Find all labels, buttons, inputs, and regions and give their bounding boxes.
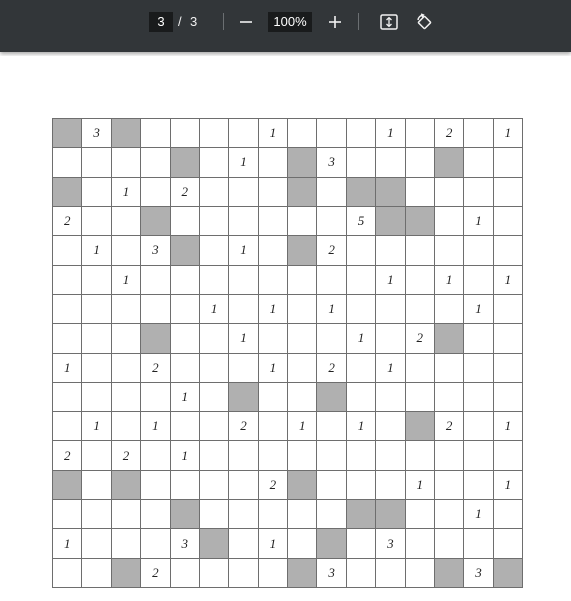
empty-cell xyxy=(200,471,229,500)
shaded-cell xyxy=(171,148,200,177)
shaded-cell xyxy=(406,207,435,236)
empty-cell xyxy=(435,500,464,529)
empty-cell xyxy=(376,471,405,500)
empty-cell xyxy=(464,266,493,295)
fit-to-page-button[interactable] xyxy=(377,10,401,34)
clue-cell: 1 xyxy=(259,354,288,383)
clue-cell: 1 xyxy=(112,178,141,207)
empty-cell xyxy=(494,500,523,529)
clue-cell: 2 xyxy=(53,207,82,236)
shaded-cell xyxy=(376,500,405,529)
empty-cell xyxy=(229,295,258,324)
empty-cell xyxy=(376,412,405,441)
empty-cell xyxy=(406,295,435,324)
shaded-cell xyxy=(435,148,464,177)
empty-cell xyxy=(317,207,346,236)
clue-cell: 3 xyxy=(141,236,170,265)
empty-cell xyxy=(347,148,376,177)
empty-cell xyxy=(53,383,82,412)
total-pages-label: 3 xyxy=(190,14,198,29)
empty-cell xyxy=(376,236,405,265)
empty-cell xyxy=(171,354,200,383)
empty-cell xyxy=(494,383,523,412)
empty-cell xyxy=(406,266,435,295)
empty-cell xyxy=(288,500,317,529)
empty-cell xyxy=(141,266,170,295)
clue-cell: 1 xyxy=(464,207,493,236)
empty-cell xyxy=(112,324,141,353)
empty-cell xyxy=(464,529,493,558)
empty-cell xyxy=(288,207,317,236)
empty-cell xyxy=(376,383,405,412)
empty-cell xyxy=(200,500,229,529)
empty-cell xyxy=(171,324,200,353)
clue-cell: 5 xyxy=(347,207,376,236)
empty-cell xyxy=(82,207,111,236)
empty-cell xyxy=(317,412,346,441)
clue-cell: 1 xyxy=(376,266,405,295)
empty-cell xyxy=(229,266,258,295)
shaded-cell xyxy=(435,559,464,588)
empty-cell xyxy=(406,529,435,558)
empty-cell xyxy=(494,324,523,353)
clue-cell: 1 xyxy=(112,266,141,295)
empty-cell xyxy=(112,383,141,412)
empty-cell xyxy=(141,471,170,500)
shaded-cell xyxy=(141,207,170,236)
shaded-cell xyxy=(200,529,229,558)
empty-cell xyxy=(229,441,258,470)
empty-cell xyxy=(406,559,435,588)
empty-cell xyxy=(141,500,170,529)
empty-cell xyxy=(171,559,200,588)
empty-cell xyxy=(464,236,493,265)
empty-cell xyxy=(406,148,435,177)
clue-cell: 1 xyxy=(53,529,82,558)
empty-cell xyxy=(406,119,435,148)
empty-cell xyxy=(82,324,111,353)
empty-cell xyxy=(53,148,82,177)
shaded-cell xyxy=(53,178,82,207)
empty-cell xyxy=(347,529,376,558)
clue-cell: 2 xyxy=(53,441,82,470)
clue-cell: 3 xyxy=(317,148,346,177)
clue-cell: 1 xyxy=(406,471,435,500)
shaded-cell xyxy=(376,207,405,236)
empty-cell xyxy=(259,412,288,441)
empty-cell xyxy=(288,529,317,558)
empty-cell xyxy=(259,236,288,265)
clue-cell: 1 xyxy=(464,295,493,324)
empty-cell xyxy=(317,500,346,529)
empty-cell xyxy=(259,559,288,588)
empty-cell xyxy=(82,500,111,529)
clue-cell: 1 xyxy=(53,354,82,383)
empty-cell xyxy=(406,383,435,412)
empty-cell xyxy=(200,207,229,236)
empty-cell xyxy=(53,295,82,324)
empty-cell xyxy=(464,354,493,383)
empty-cell xyxy=(464,471,493,500)
empty-cell xyxy=(229,500,258,529)
empty-cell xyxy=(288,324,317,353)
empty-cell xyxy=(53,559,82,588)
empty-cell xyxy=(347,559,376,588)
empty-cell xyxy=(200,236,229,265)
empty-cell xyxy=(82,266,111,295)
clue-cell: 1 xyxy=(259,529,288,558)
clue-cell: 2 xyxy=(141,354,170,383)
empty-cell xyxy=(317,119,346,148)
clue-cell: 2 xyxy=(406,324,435,353)
empty-cell xyxy=(259,207,288,236)
shaded-cell xyxy=(288,236,317,265)
shaded-cell xyxy=(229,383,258,412)
clue-cell: 2 xyxy=(259,471,288,500)
empty-cell xyxy=(112,354,141,383)
empty-cell xyxy=(53,324,82,353)
shaded-cell xyxy=(171,500,200,529)
toolbar-divider xyxy=(358,13,359,30)
clue-cell: 1 xyxy=(317,295,346,324)
empty-cell xyxy=(406,178,435,207)
clue-cell: 1 xyxy=(494,266,523,295)
empty-cell xyxy=(82,471,111,500)
clue-cell: 1 xyxy=(464,500,493,529)
empty-cell xyxy=(494,354,523,383)
empty-cell xyxy=(171,471,200,500)
rotate-icon xyxy=(415,13,433,31)
rotate-button[interactable] xyxy=(412,10,436,34)
clue-cell: 1 xyxy=(494,412,523,441)
empty-cell xyxy=(171,295,200,324)
empty-cell xyxy=(171,119,200,148)
empty-cell xyxy=(494,178,523,207)
empty-cell xyxy=(288,383,317,412)
clue-cell: 2 xyxy=(229,412,258,441)
empty-cell xyxy=(259,266,288,295)
empty-cell xyxy=(112,529,141,558)
clue-cell: 2 xyxy=(435,412,464,441)
empty-cell xyxy=(259,383,288,412)
empty-cell xyxy=(200,383,229,412)
pdf-toolbar xyxy=(0,0,571,52)
empty-cell xyxy=(494,441,523,470)
empty-cell xyxy=(494,148,523,177)
empty-cell xyxy=(376,295,405,324)
empty-cell xyxy=(406,236,435,265)
empty-cell xyxy=(171,412,200,441)
empty-cell xyxy=(406,441,435,470)
clue-cell: 1 xyxy=(229,148,258,177)
empty-cell xyxy=(200,119,229,148)
clue-cell: 3 xyxy=(464,559,493,588)
clue-cell: 3 xyxy=(171,529,200,558)
shaded-cell xyxy=(317,529,346,558)
clue-cell: 2 xyxy=(141,559,170,588)
empty-cell xyxy=(200,266,229,295)
empty-cell xyxy=(494,295,523,324)
empty-cell xyxy=(494,236,523,265)
shaded-cell xyxy=(112,119,141,148)
fit-page-icon xyxy=(380,14,398,30)
clue-cell: 1 xyxy=(171,383,200,412)
empty-cell xyxy=(347,236,376,265)
empty-cell xyxy=(464,441,493,470)
empty-cell xyxy=(435,354,464,383)
empty-cell xyxy=(112,412,141,441)
empty-cell xyxy=(317,441,346,470)
clue-cell: 1 xyxy=(494,471,523,500)
empty-cell xyxy=(200,412,229,441)
empty-cell xyxy=(464,178,493,207)
empty-cell xyxy=(435,178,464,207)
empty-cell xyxy=(229,471,258,500)
empty-cell xyxy=(82,178,111,207)
empty-cell xyxy=(229,119,258,148)
empty-cell xyxy=(259,148,288,177)
plus-icon xyxy=(328,15,342,29)
empty-cell xyxy=(464,119,493,148)
empty-cell xyxy=(200,148,229,177)
empty-cell xyxy=(53,236,82,265)
shaded-cell xyxy=(53,119,82,148)
empty-cell xyxy=(435,441,464,470)
shaded-cell xyxy=(141,324,170,353)
clue-cell: 1 xyxy=(141,412,170,441)
clue-cell: 2 xyxy=(435,119,464,148)
empty-cell xyxy=(288,295,317,324)
empty-cell xyxy=(464,412,493,441)
shaded-cell xyxy=(288,559,317,588)
empty-cell xyxy=(317,178,346,207)
empty-cell xyxy=(200,324,229,353)
clue-cell: 1 xyxy=(347,324,376,353)
clue-cell: 2 xyxy=(112,441,141,470)
clue-cell: 2 xyxy=(317,354,346,383)
clue-cell: 1 xyxy=(229,324,258,353)
empty-cell xyxy=(435,236,464,265)
empty-cell xyxy=(435,383,464,412)
empty-cell xyxy=(141,295,170,324)
clue-cell: 3 xyxy=(82,119,111,148)
clue-cell: 2 xyxy=(171,178,200,207)
empty-cell xyxy=(82,295,111,324)
empty-cell xyxy=(200,178,229,207)
empty-cell xyxy=(435,471,464,500)
shaded-cell xyxy=(171,236,200,265)
clue-cell: 2 xyxy=(317,236,346,265)
shaded-cell xyxy=(288,148,317,177)
empty-cell xyxy=(464,148,493,177)
shaded-cell xyxy=(347,500,376,529)
empty-cell xyxy=(200,354,229,383)
shaded-cell xyxy=(112,559,141,588)
empty-cell xyxy=(406,500,435,529)
empty-cell xyxy=(82,441,111,470)
empty-cell xyxy=(82,383,111,412)
empty-cell xyxy=(494,529,523,558)
empty-cell xyxy=(376,148,405,177)
clue-cell: 1 xyxy=(347,412,376,441)
empty-cell xyxy=(435,207,464,236)
empty-cell xyxy=(112,500,141,529)
empty-cell xyxy=(347,266,376,295)
empty-cell xyxy=(53,412,82,441)
empty-cell xyxy=(347,441,376,470)
zoom-in-button[interactable] xyxy=(323,10,347,34)
empty-cell xyxy=(376,324,405,353)
clue-cell: 3 xyxy=(376,529,405,558)
clue-cell: 1 xyxy=(200,295,229,324)
empty-cell xyxy=(435,295,464,324)
shaded-cell xyxy=(288,178,317,207)
empty-cell xyxy=(288,119,317,148)
clue-cell: 1 xyxy=(435,266,464,295)
empty-cell xyxy=(288,441,317,470)
empty-cell xyxy=(229,178,258,207)
empty-cell xyxy=(229,354,258,383)
clue-cell: 1 xyxy=(376,354,405,383)
empty-cell xyxy=(435,529,464,558)
empty-cell xyxy=(229,207,258,236)
puzzle-grid xyxy=(52,118,523,588)
empty-cell xyxy=(376,559,405,588)
empty-cell xyxy=(347,119,376,148)
shaded-cell xyxy=(406,412,435,441)
empty-cell xyxy=(347,471,376,500)
empty-cell xyxy=(53,500,82,529)
page-number-input[interactable]: 3 xyxy=(149,12,173,32)
empty-cell xyxy=(317,324,346,353)
empty-cell xyxy=(82,354,111,383)
empty-cell xyxy=(376,441,405,470)
empty-cell xyxy=(141,119,170,148)
empty-cell xyxy=(259,441,288,470)
empty-cell xyxy=(112,148,141,177)
clue-cell: 1 xyxy=(494,119,523,148)
empty-cell xyxy=(288,354,317,383)
shaded-cell xyxy=(347,178,376,207)
empty-cell xyxy=(347,295,376,324)
shaded-cell xyxy=(494,559,523,588)
empty-cell xyxy=(82,559,111,588)
page-separator: / xyxy=(178,14,182,29)
clue-cell: 1 xyxy=(82,236,111,265)
empty-cell xyxy=(259,324,288,353)
shaded-cell xyxy=(112,471,141,500)
empty-cell xyxy=(317,266,346,295)
empty-cell xyxy=(464,324,493,353)
empty-cell xyxy=(200,559,229,588)
empty-cell xyxy=(229,529,258,558)
empty-cell xyxy=(259,178,288,207)
empty-cell xyxy=(200,441,229,470)
empty-cell xyxy=(317,471,346,500)
zoom-level-input[interactable]: 100% xyxy=(268,12,312,32)
empty-cell xyxy=(464,383,493,412)
clue-cell: 1 xyxy=(229,236,258,265)
shaded-cell xyxy=(435,324,464,353)
clue-cell: 3 xyxy=(317,559,346,588)
empty-cell xyxy=(112,295,141,324)
empty-cell xyxy=(112,207,141,236)
empty-cell xyxy=(141,383,170,412)
empty-cell xyxy=(406,354,435,383)
empty-cell xyxy=(171,207,200,236)
empty-cell xyxy=(82,148,111,177)
clue-cell: 1 xyxy=(171,441,200,470)
clue-cell: 1 xyxy=(82,412,111,441)
empty-cell xyxy=(141,441,170,470)
empty-cell xyxy=(141,148,170,177)
toolbar-divider xyxy=(223,13,224,30)
empty-cell xyxy=(259,500,288,529)
empty-cell xyxy=(494,207,523,236)
clue-cell: 1 xyxy=(376,119,405,148)
empty-cell xyxy=(347,383,376,412)
empty-cell xyxy=(141,529,170,558)
empty-cell xyxy=(347,354,376,383)
shaded-cell xyxy=(288,471,317,500)
minus-icon xyxy=(239,15,253,29)
shaded-cell xyxy=(53,471,82,500)
shaded-cell xyxy=(376,178,405,207)
clue-cell: 1 xyxy=(259,119,288,148)
clue-cell: 1 xyxy=(259,295,288,324)
shaded-cell xyxy=(317,383,346,412)
empty-cell xyxy=(229,559,258,588)
empty-cell xyxy=(112,236,141,265)
empty-cell xyxy=(288,266,317,295)
empty-cell xyxy=(141,178,170,207)
clue-cell: 1 xyxy=(288,412,317,441)
empty-cell xyxy=(53,266,82,295)
empty-cell xyxy=(82,529,111,558)
zoom-out-button[interactable] xyxy=(234,10,258,34)
empty-cell xyxy=(171,266,200,295)
